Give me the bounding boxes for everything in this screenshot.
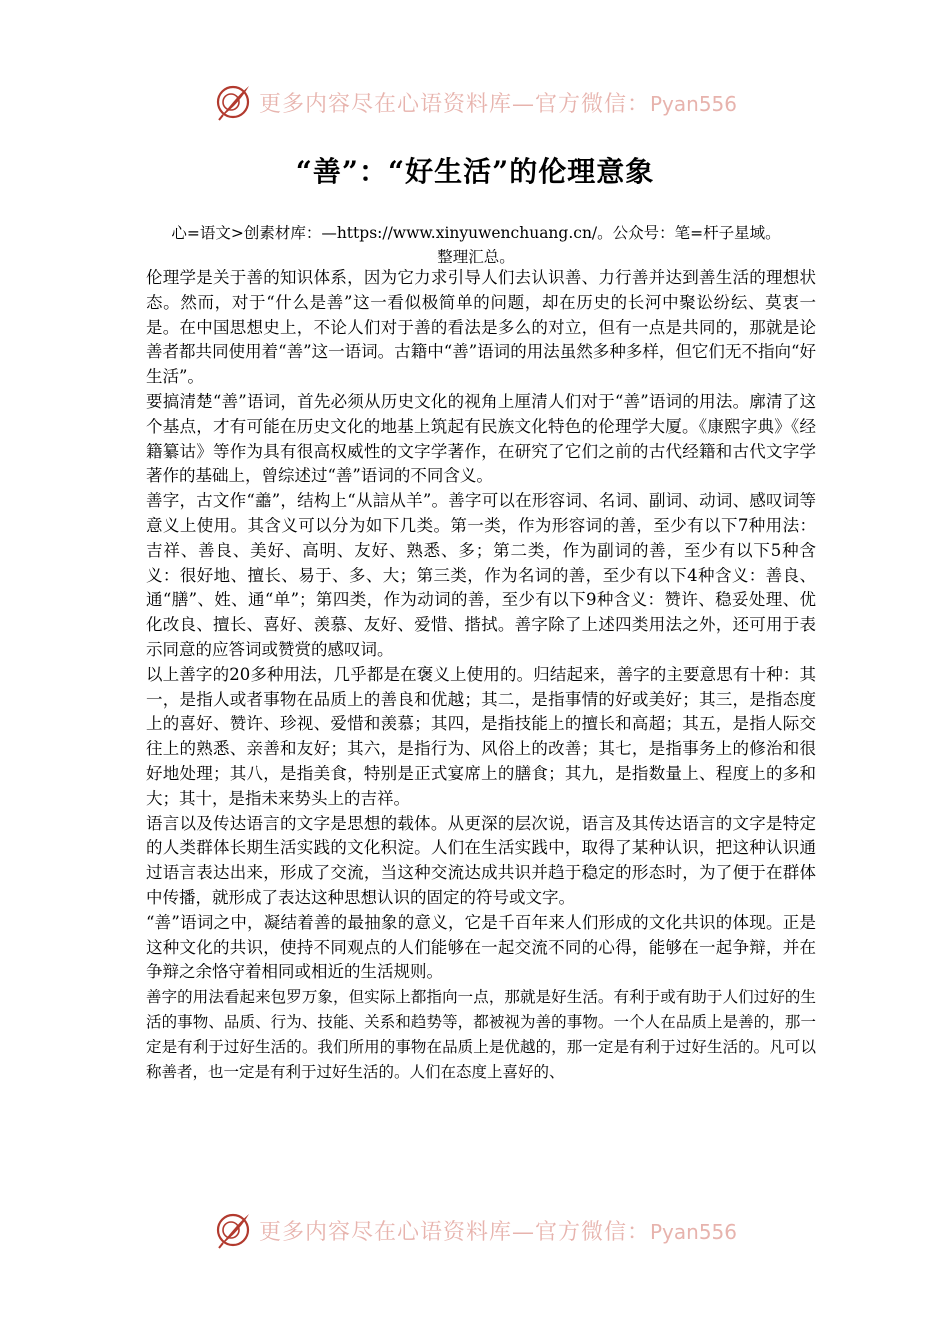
source-line-2: 整理汇总。 — [437, 248, 515, 266]
quill-pen-icon — [213, 82, 253, 122]
paragraph: 语言以及传达语言的文字是思想的载体。从更深的层次说，语言及其传达语言的文字是特定的人类群体长期生活实践的文化积淀。人们在生活实践中，取得了某种认识，把这种认识通过语言表达出来，形成了交流，当这种交流达成共识并趋于稳定的形态时，为了便于在群体中传播，就形成了表达这种思想认识的固定的符号或文字。 — [146, 813, 816, 907]
paragraph: “善”语词之中，凝结着善的最抽象的意义，它是千百年来人们形成的文化共识的体现。正是这种文化的共识，使持不同观点的人们能够在一起交流不同的心得，能够在一起争辩，并在争辩之余恪守着相同或相近的生活规则。 — [146, 912, 816, 982]
source-prefix: 心=语文>创素材库：— — [171, 224, 337, 242]
paragraph: 善字的用法看起来包罗万象，但实际上都指向一点，那就是好生活。有利于或有助于人们过好的生活的事物、品质、行为、技能、关系和趋势等，都被视为善的事物。一个人在品质上是善的，那一定是有利于过好生活的。我们所用的事物在品质上是优越的，那一定是有利于过好生活的。凡可以称善者，也一定是有利于过好生活的。人们在态度上喜好的、 — [146, 988, 816, 1081]
wechat-id: Pyan556 — [650, 91, 738, 116]
footer-watermark — [0, 1206, 950, 1254]
wechat-id: Pyan556 — [650, 1219, 738, 1244]
source-note — [138, 221, 814, 269]
watermark-text: 更多内容尽在心语资料库—官方微信：Pyan556 — [258, 91, 738, 117]
article-body — [146, 266, 816, 1084]
source-line-1 — [138, 221, 814, 245]
paragraph: 伦理学是关于善的知识体系，因为它力求引导人们去认识善、力行善并达到善生活的理想状态。然而，对于“什么是善”这一看似极简单的问题，却在历史的长河中聚讼纷纭、莫衷一是。在中国思想史上，不论人们对于善的看法是多么的对立，但有一点是共同的，那就是论善者都共同使用着“善”这一语词。古籍中“善”语词的用法虽然多种多样，但它们无不指向“好生活”。 — [146, 268, 816, 387]
source-suffix: 。公众号：笔=杆子星域。 — [597, 224, 781, 242]
paragraph: 要搞清楚“善”语词，首先必须从历史文化的视角上厘清人们对于“善”语词的用法。廓清了这个基点，才有可能在历史文化的地基上筑起有民族文化特色的伦理学大厦。《康熙字典》《经籍纂诂》等作为具有很高权威性的文字学著作，在研究了它们之前的古代经籍和古代文字学著作的基础上，曾综述过“善”语词的不同含义。 — [146, 391, 816, 486]
watermark-text: 更多内容尽在心语资料库—官方微信：Pyan556 — [258, 1219, 738, 1245]
paragraph: 善字，古文作“譱”，结构上“从誩从羊”。善字可以在形容词、名词、副词、动词、感叹词等意义上使用。其含义可以分为如下几类。第一类，作为形容词的善，至少有以下7种用法：吉祥、善良、美好、高明、友好、熟悉、多；第二类，作为副词的善，至少有以下5种含义：很好地、擅长、易于、多、大；第三类，作为名词的善，至少有以下4种含义：善良、通“膳”、姓、通“单”；第四类，作为动词的善，至少有以下9种含义：赞许、稳妥处理、优化改良、擅长、喜好、羡慕、友好、爱惜、揩拭。善字除了上述四类用法之外，还可用于表示同意的应答词或赞赏的感叹词。 — [146, 491, 816, 659]
quill-pen-icon — [213, 1210, 253, 1250]
source-url: https://www.xinyuwenchuang.cn/ — [336, 224, 598, 242]
header-watermark — [0, 78, 950, 126]
paragraph: 以上善字的20多种用法，几乎都是在褒义上使用的。归结起来，善字的主要意思有十种：其一，是指人或者事物在品质上的善良和优越；其二，是指事情的好或美好；其三，是指态度上的喜好、赞许、珍视、爱惜和羡慕；其四，是指技能上的擅长和高超；其五，是指人际交往上的熟悉、亲善和友好；其六，是指行为、风俗上的改善；其七，是指事务上的修治和很好地处理；其八，是指美食，特别是正式宴席上的膳食；其九，是指数量上、程度上的多和大；其十，是指未来势头上的吉祥。 — [146, 664, 816, 808]
page-title: “善”：“好生活”的伦理意象 — [295, 155, 655, 188]
